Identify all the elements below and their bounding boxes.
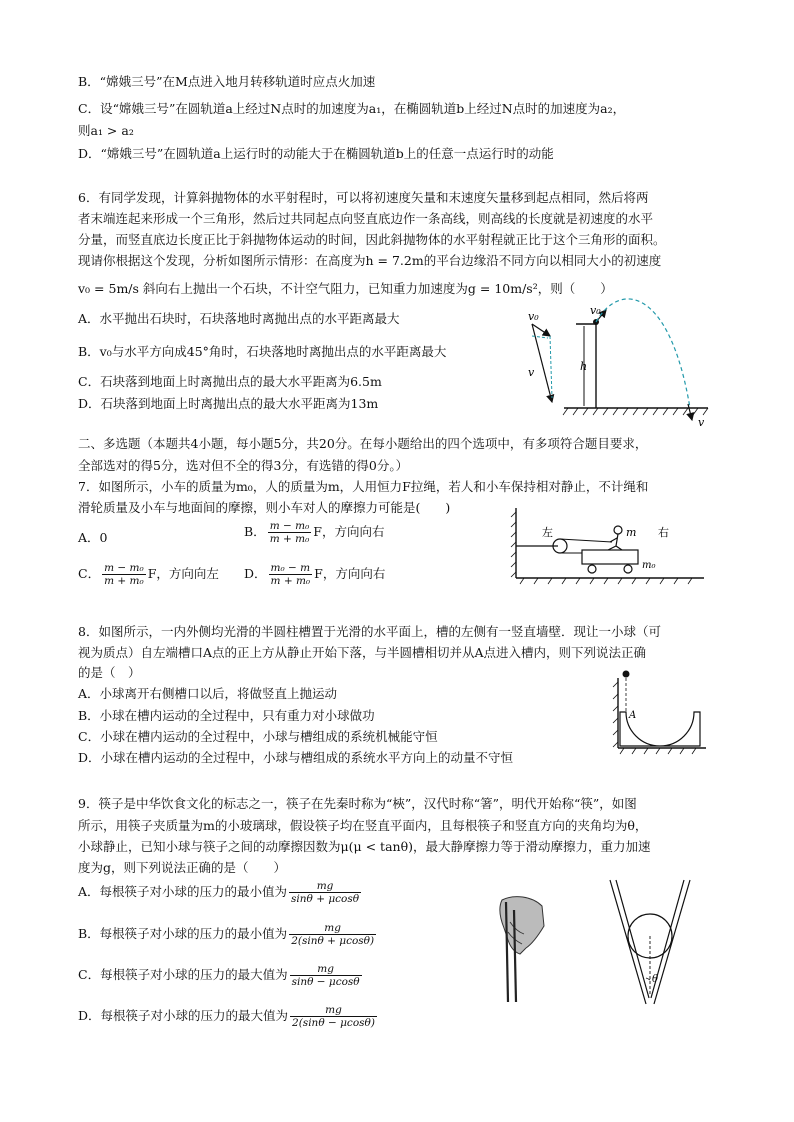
q7-option-c-fraction xyxy=(102,562,146,587)
q8-option-a: A．小球离开右侧槽口以后，将做竖直上抛运动 xyxy=(78,686,338,701)
q7-option-b xyxy=(244,520,384,545)
q8-option-c: C．小球在槽内运动的全过程中，小球与槽组成的系统机械能守恒 xyxy=(78,729,438,744)
chopstick-left-inner xyxy=(616,880,649,998)
cart-wheel-right xyxy=(624,565,632,573)
q5-option-d: D．“嫦娥三号”在圆轨道a上运行时的动能大于在椭圆轨道b上的任意一点运行时的动能 xyxy=(78,146,554,161)
q5-option-c-line2: 则a₁ > a₂ xyxy=(78,123,134,138)
section2-heading-line2: 全部选对的得5分，选对但不全的得3分，有选错的得0分。） xyxy=(78,458,409,473)
q9-option-c-numerator: mg xyxy=(290,963,362,976)
person-body xyxy=(608,534,622,550)
q6-stem-line1: 6．有同学发现，计算斜抛物体的水平射程时，可以将初速度矢量和末速度矢量移到起点相同，然后将两 xyxy=(78,190,649,205)
trajectory xyxy=(596,299,690,408)
q9-option-b-text: B．每根筷子对小球的压力的最小值为 xyxy=(78,926,288,941)
q7-option-b-fraction xyxy=(268,520,312,545)
label-theta: θ xyxy=(652,974,659,985)
q6-stem-line3: 分量，而竖直底边长度正比于斜抛物体运动的时间，因此斜抛物体的水平射程就正比于这个三角形的面积。 xyxy=(78,232,666,247)
wall-hatch xyxy=(511,512,516,577)
floor-hatch xyxy=(520,578,692,584)
q6-option-d: D．石块落到地面上时离抛出点的最大水平距离为13m xyxy=(78,396,379,411)
q9-v-chopsticks-figure xyxy=(600,876,700,1008)
q7-option-c xyxy=(78,562,219,587)
chopstick-right-outer xyxy=(654,880,690,1004)
floor-hatch xyxy=(620,748,696,754)
q9-option-c-text: C．每根筷子对小球的压力的最大值为 xyxy=(78,967,288,982)
q6-projectile-figure xyxy=(520,298,720,430)
q7-option-d-fraction xyxy=(269,562,313,587)
ball xyxy=(623,671,630,678)
q5-option-c-line1: C．设“嫦娥三号”在圆轨道a上经过N点时的加速度为a₁，在椭圆轨道b上经过N点时的加速度为a₂， xyxy=(78,101,626,116)
q9-option-b-numerator: mg xyxy=(289,922,376,935)
q9-option-c-fraction xyxy=(290,963,362,988)
label-m: m xyxy=(626,526,637,539)
q9-stem-line3: 小球静止，已知小球与筷子之间的动摩擦因数为μ(μ < tanθ)，最大静摩擦力等于滑动摩擦力，重力加速 xyxy=(78,839,651,854)
q8-stem-line1: 8．如图所示，一内外侧均光滑的半圆柱槽置于光滑的水平面上，槽的左侧有一竖直墙壁．现让一小球（可 xyxy=(78,624,661,639)
q7-option-b-label: B． xyxy=(244,524,266,539)
q9-stem-line2: 所示，用筷子夹质量为m的小玻璃球，假设筷子均在竖直平面内，且每根筷子和竖直方向的夹角均为θ， xyxy=(78,818,648,833)
q8-stem-line3: 的是（ ） xyxy=(78,665,141,680)
label-a: A xyxy=(629,710,637,721)
q9-stem-line4: 度为g，则下列说法正确的是（ ） xyxy=(78,860,287,875)
q9-option-d-numerator: mg xyxy=(290,1004,377,1017)
q9-option-d xyxy=(78,1004,379,1029)
cart-body xyxy=(582,550,638,564)
landing-arrow xyxy=(688,404,692,420)
q7-option-d-tail: F，方向向右 xyxy=(314,566,386,581)
q6-stem-line5: v₀ = 5m/s 斜向右上抛出一个石块，不计空气阻力，已知重力加速度为g = 10m/s²，则（ ） xyxy=(78,281,613,296)
q9-option-d-fraction xyxy=(290,1004,377,1029)
label-right: 右 xyxy=(658,526,669,539)
rope-top xyxy=(560,539,612,542)
q9-option-d-text: D．每根筷子对小球的压力的最大值为 xyxy=(78,1008,289,1023)
q7-stem-line1: 7．如图所示，小车的质量为m₀，人的质量为m，人用恒力F拉绳，若人和小车保持相对静止，不计绳和 xyxy=(78,479,649,494)
q9-option-c-denominator: sinθ − μcosθ xyxy=(291,976,360,988)
label-v-landing: v xyxy=(698,416,705,429)
q8-trough-figure xyxy=(610,668,710,756)
gravity-side xyxy=(550,336,552,398)
q7-option-d-label: D． xyxy=(244,566,267,581)
person-head xyxy=(614,526,622,534)
q9-option-a-numerator: mg xyxy=(289,880,361,893)
q9-option-b-denominator: 2(sinθ + μcosθ) xyxy=(291,935,375,947)
q7-option-d xyxy=(244,562,385,587)
q9-option-d-denominator: 2(sinθ − μcosθ) xyxy=(292,1017,375,1029)
q9-hand-chopsticks-figure xyxy=(492,892,552,1004)
q5-option-b: B．“嫦娥三号”在M点进入地月转移轨道时应点火加速 xyxy=(78,74,376,89)
q7-option-b-numerator: m − m₀ xyxy=(269,520,310,532)
q7-option-b-denominator: m + m₀ xyxy=(269,533,310,545)
label-left: 左 xyxy=(542,526,553,539)
chopstick-left-outer xyxy=(610,880,646,1004)
q9-stem-line1: 9．筷子是中华饮食文化的标志之一，筷子在先秦时称为“梜”，汉代时称“箸”，明代开始称“筷”，如图 xyxy=(78,796,637,811)
q8-option-d: D．小球在槽内运动的全过程中，小球与槽组成的系统水平方向上的动量不守恒 xyxy=(78,750,514,765)
height-line xyxy=(532,336,548,338)
q9-option-b-fraction xyxy=(289,922,376,947)
q8-stem-line2: 视为质点）自左端槽口A点的正上方从静止开始下落，与半圆槽相切并从A点进入槽内，则下列说法正确 xyxy=(78,645,647,660)
q7-option-a: A．0 xyxy=(78,530,108,545)
label-v0: v₀ xyxy=(528,310,539,323)
q9-option-b xyxy=(78,922,378,947)
label-h: h xyxy=(580,360,588,373)
label-v0-stone: v₀ xyxy=(590,304,601,317)
q7-option-c-numerator: m − m₀ xyxy=(104,562,144,574)
q7-option-c-tail: F，方向向左 xyxy=(147,566,219,581)
q7-option-d-denominator: m + m₀ xyxy=(270,575,311,587)
q6-option-b: B．v₀与水平方向成45°角时，石块落地时离抛出点的水平距离最大 xyxy=(78,344,447,359)
wall-hatch xyxy=(613,682,618,747)
ground-hatch xyxy=(563,408,708,415)
cart-wheel-left xyxy=(588,565,596,573)
q7-stem-line2: 滑轮质量及小车与地面间的摩擦，则小车对人的摩擦力可能是( ) xyxy=(78,500,451,515)
q9-option-a-text: A．每根筷子对小球的压力的最小值为 xyxy=(78,884,288,899)
angle-arc xyxy=(646,978,650,980)
q7-cart-figure xyxy=(508,506,708,586)
q9-option-a-fraction xyxy=(289,880,361,905)
q9-option-c xyxy=(78,963,364,988)
q7-option-c-label: C． xyxy=(78,566,101,581)
q6-stem-line4: 现请你根据这个发现，分析如图所示情形：在高度为h = 7.2m的平台边缘沿不同方向以相同大小的初速度 xyxy=(78,253,662,268)
q9-option-a-denominator: sinθ + μcosθ xyxy=(291,893,360,905)
q8-option-b: B．小球在槽内运动的全过程中，只有重力对小球做功 xyxy=(78,708,375,723)
q6-stem-line2: 者末端连起来形成一个三角形，然后过共同起点向竖直底边作一条高线，则高线的长度就是初速度的水平 xyxy=(78,211,654,226)
q6-option-c: C．石块落到地面上时离抛出点的最大水平距离为6.5m xyxy=(78,374,382,389)
q7-option-d-numerator: m₀ − m xyxy=(270,562,311,574)
label-v: v xyxy=(528,366,535,379)
q7-option-c-denominator: m + m₀ xyxy=(104,575,144,587)
label-m0: m₀ xyxy=(642,560,656,571)
q7-option-b-tail: F，方向向右 xyxy=(313,524,385,539)
q6-option-a: A．水平抛出石块时，石块落地时离抛出点的水平距离最大 xyxy=(78,311,400,326)
q9-option-a xyxy=(78,880,363,905)
section2-heading-line1: 二、多选题（本题共4小题，每小题5分，共20分。在每小题给出的四个选项中，有多项符合题目要求， xyxy=(78,436,648,451)
